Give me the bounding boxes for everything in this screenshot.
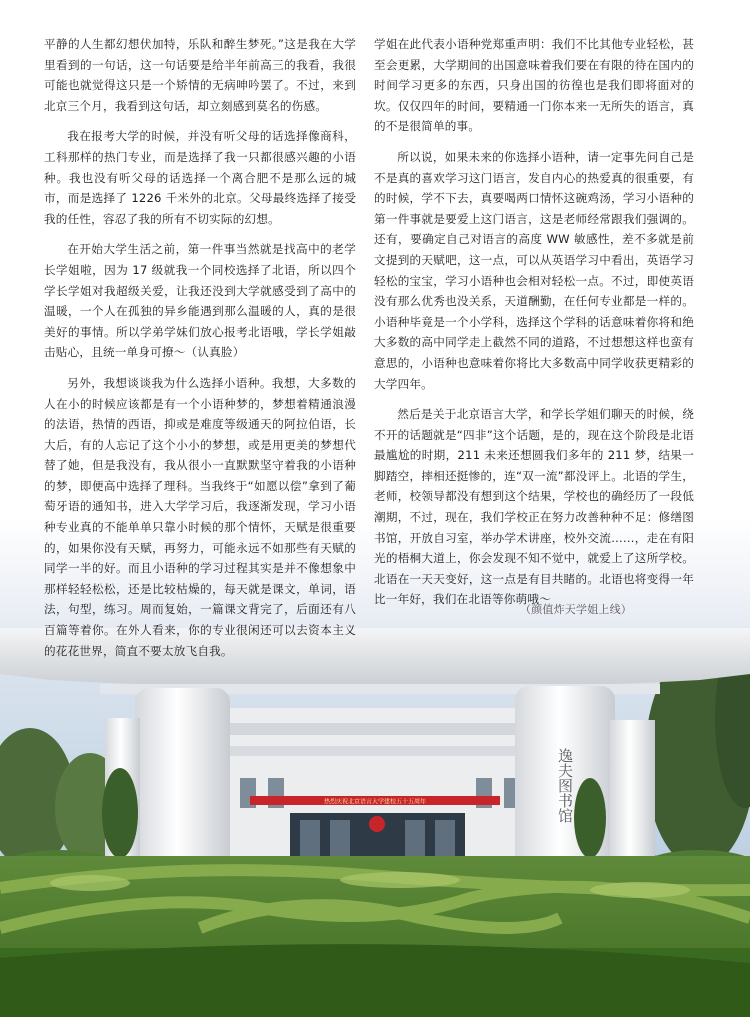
paragraph: 我在报考大学的时候，并没有听父母的话选择像商科，工科那样的热门专业，而是选择了我一只都很感兴趣的小语种。我也没有听父母的话选择一个离合肥不是那么远的城市，而是选择了 1226 千米外的北京。父母最终选择了接受我的任性，容忍了我的所有不切实际的幻想。 xyxy=(44,129,356,226)
paragraph: 另外，我想谈谈我为什么选择小语种。我想，大多数的人在小的时候应该都是有一个小语种梦的，梦想着精通浪漫的法语，热情的西语，抑或是难度等级通天的阿拉伯语，长大后，有的人忘记了这个小小的梦想，或是用更美的梦想代替了她，但是我没有，我从很小一直默默坚守着我的小语种的梦，即便高中选择了理科。当我终于“如愿以偿”拿到了葡萄牙语的通知书，进入大学学习后，我逐渐发现，学习小语种专业真的不能单单只靠小时候的那个情怀，天赋是很重要的，如果你没有天赋，再努力，可能永远不如那些有天赋的同学一半的好。而且小语种的学习过程其实是并不像想象中那样轻轻松松，还是比较枯燥的，每天就是课文，单词，语法，句型，练习。周而复始，一篇课文背完了，后面还有八百篇等着你。在外人看来，你的专业很闲还可以去资本主义的花花世界，简直不要太放飞自我。 xyxy=(44,375,356,658)
library-photo xyxy=(0,628,750,1017)
paragraph: 学姐在此代表小语种党郑重声明：我们不比其他专业轻松，甚至会更累，大学期间的出国意味着我们要在有限的待在国内的时间学习更多的东西，只身出国的彷徨也是我们即将面对的坎。仅仅四年的时间，要精通一门你本来一无所失的语言，真的不是很简单的事。 xyxy=(374,37,694,134)
article-left-column xyxy=(44,34,356,671)
paragraph: 平静的人生都幻想伏加特，乐队和醉生梦死。”这是我在大学里看到的一句话，这一句话要是给半年前高三的我看，我很可能也就觉得这只是一个矫情的无病呻吟罢了。不过，来到北京三个月，我看到这句话，却立刻感到莫名的伤感。 xyxy=(44,37,356,113)
paragraph: 所以说，如果未来的你选择小语种，请一定事先问自己是不是真的喜欢学习这门语言，发自内心的热爱真的很重要，有的时候，学不下去，真要喝两口情怀这碗鸡汤，学习小语种的第一件事就是要爱上这门语言，这是老师经常跟我们强调的。还有，要确定自己对语言的高度 WW 敏感性，差不多就是前文提到的天赋吧，这一点，可以从英语学习中看出，英语学习轻松的宝宝，学习小语种也会相对轻松一点。不过，即使英语没有那么优秀也没关系，天道酬勤，在任何专业都是一样的。小语种毕竟是一个小学科，选择这个学科的话意味着你将和绝大多数的高中同学走上截然不同的道路，不过想想这样也蛮有意思的，小语种也意味着你将比大多数高中同学收获更精彩的大学四年。 xyxy=(374,149,694,391)
author-signature: （颜值炸天学姐上线） xyxy=(520,603,632,616)
left-tower xyxy=(135,688,230,868)
paragraph: 在开始大学生活之前，第一件事当然就是找高中的老学长学姐啦，因为 17 级就我一个同校选择了北语，所以四个学长学姐对我超级关爱，让我还没到大学就感受到了高中的温暖，一个人在孤独的异乡能遇到那么温暖的人，真的是很美好的事情。所以学弟学妹们放心报考北语哦，学长学姐敲击贴心，且统一单身可撩～（认真脸） xyxy=(44,242,356,360)
library-sign: 逸夫图书馆 xyxy=(556,748,574,823)
article-right-column xyxy=(374,34,694,620)
banner-text: 热烈庆祝北京语言大学建校五十五周年 xyxy=(323,798,427,806)
paragraph: 然后是关于北京语言大学，和学长学姐们聊天的时候，绕不开的话题就是“四非”这个话题，是的，现在这个阶段是北语最尴尬的时期，211 未来还想圆我们多年的 211 梦，结果一脚踏空，摔相还挺惨的，连“双一流”都没评上。北语的学生，老师，校领导都没有想到这个结果，学校也的确经历了一段低潮期，不过，现在，我们学校正在努力改善种种不足：修缮图书馆，开放自习室，举办学术讲座，校外交流……，走在有阳光的梧桐大道上，你会发现不知不觉中，就爱上了这所学校。北语在一天天变好，这一点是有目共睹的。北语也将变得一年比一年好，我们在北语等你萌哦～ xyxy=(374,407,694,607)
